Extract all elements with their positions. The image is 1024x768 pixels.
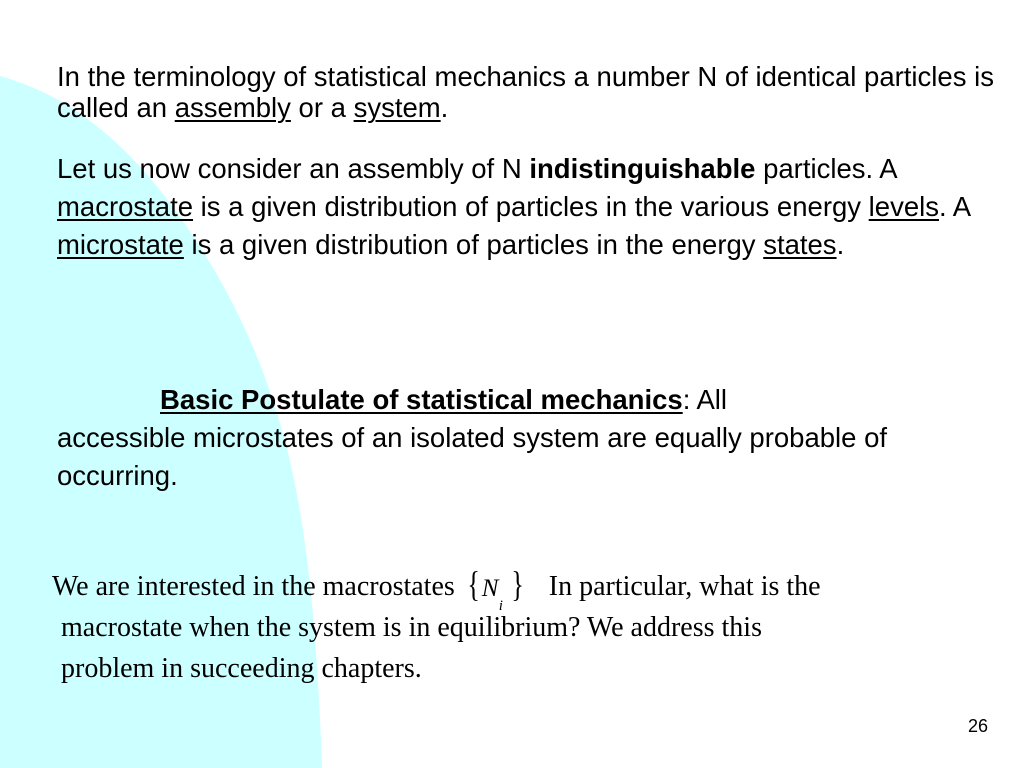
macrostate-term: macrostate xyxy=(57,191,194,222)
macrostates-line-2: macrostate when the system is in equilibrium? We address this xyxy=(61,612,762,643)
indistinguishable-term: indistinguishable xyxy=(529,153,756,184)
macrostates-paragraph xyxy=(52,566,1012,689)
ni-set-formula: { N i } xyxy=(467,564,524,614)
assembly-term: assembly xyxy=(174,92,291,123)
macrostates-line-1: We are interested in the macrostates { N i } In particular, what is the xyxy=(52,564,821,614)
microstate-term: microstate xyxy=(57,229,184,260)
assembly-definition-paragraph: Let us now consider an assembly of N indistinguishable particles. A macrostate is a given distribution of particles in the various energy levels. A microstate is a given distribution of particles in the energy states. xyxy=(57,153,970,260)
basic-postulate-paragraph: Basic Postulate of statistical mechanics: All accessible microstates of an isolated system are equally probable of occurring. xyxy=(57,384,888,491)
levels-term: levels xyxy=(868,191,939,222)
terminology-paragraph: In the terminology of statistical mechanics a number N of identical particles is called an assembly or a system. xyxy=(57,61,994,123)
system-term: system xyxy=(353,92,441,123)
states-term: states xyxy=(763,229,837,260)
page-number: 26 xyxy=(967,716,988,736)
postulate-heading: Basic Postulate of statistical mechanics xyxy=(160,384,683,415)
macrostates-line-3: problem in succeeding chapters. xyxy=(61,653,422,684)
